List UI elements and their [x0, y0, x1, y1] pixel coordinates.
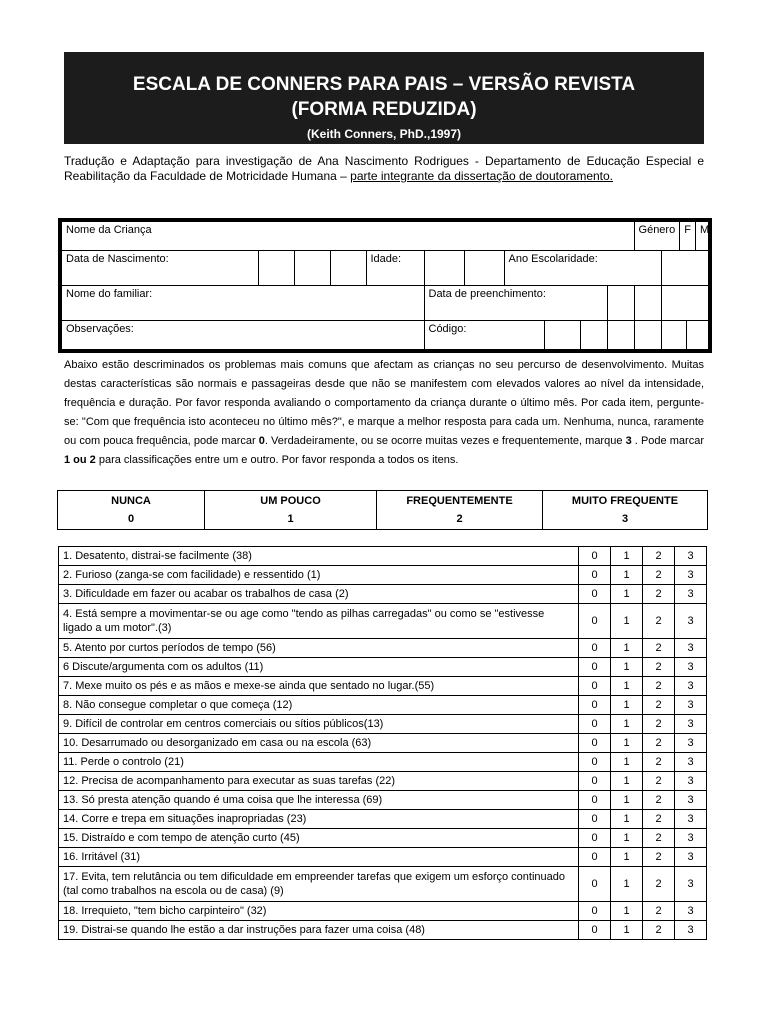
family-name-field[interactable]: Nome do familiar:: [60, 286, 424, 321]
rating-option-3[interactable]: 3: [675, 715, 707, 734]
scale-label: UM POUCO: [260, 495, 321, 507]
fill-date-box-2[interactable]: [634, 286, 661, 321]
rating-option-3[interactable]: 3: [675, 772, 707, 791]
rating-option-3[interactable]: 3: [675, 639, 707, 658]
item-text: 13. Só presta atenção quando é uma coisa que lhe interessa (69): [59, 791, 579, 810]
table-row: [59, 791, 707, 810]
rating-option-0[interactable]: 0: [579, 867, 611, 902]
rating-option-0[interactable]: 0: [579, 829, 611, 848]
gender-m-option[interactable]: M: [699, 224, 710, 236]
rating-option-3[interactable]: 3: [675, 921, 707, 940]
rating-option-3[interactable]: 3: [675, 658, 707, 677]
items-table: [58, 546, 707, 940]
rating-option-1[interactable]: 1: [611, 658, 643, 677]
scale-value: 2: [456, 513, 463, 525]
code-box-1[interactable]: [544, 321, 580, 352]
rating-option-2[interactable]: 2: [643, 921, 675, 940]
rating-scale-legend: [57, 490, 708, 530]
table-row: [59, 734, 707, 753]
rating-option-3[interactable]: 3: [675, 604, 707, 639]
translation-note-text: Tradução e Adaptação para investigação de Ana Nascimento Rodrigues - Departamento de Educação Especial e Reabilitação da Faculdade de Motricidade Humana –: [64, 154, 704, 183]
item-text: 8. Não consegue completar o que começa (12): [59, 696, 579, 715]
school-year-box[interactable]: [661, 251, 710, 286]
rating-option-1[interactable]: 1: [611, 921, 643, 940]
rating-option-0[interactable]: 0: [579, 791, 611, 810]
table-row: [59, 696, 707, 715]
title-line-1: ESCALA DE CONNERS PARA PAIS – VERSÃO REVISTA: [132, 74, 636, 95]
item-text: 15. Distraído e com tempo de atenção curto (45): [59, 829, 579, 848]
instructions-paragraph: [64, 356, 704, 470]
birth-date-box-3[interactable]: [330, 251, 366, 286]
rating-option-2[interactable]: 2: [643, 696, 675, 715]
rating-option-2[interactable]: 2: [643, 772, 675, 791]
rating-option-3[interactable]: 3: [675, 867, 707, 902]
observations-field[interactable]: Observações:: [60, 321, 424, 352]
code-box-4[interactable]: [634, 321, 661, 352]
scale-cell: [543, 491, 708, 530]
rating-option-0[interactable]: 0: [579, 753, 611, 772]
code-box-6[interactable]: [686, 321, 710, 352]
table-row: [59, 677, 707, 696]
table-row: [59, 921, 707, 940]
item-text: 3. Dificuldade em fazer ou acabar os trabalhos de casa (2): [59, 585, 579, 604]
item-text: 4. Está sempre a movimentar-se ou age como "tendo as pilhas carregadas" ou como se "estivesse ligado a um motor".(3): [59, 604, 579, 639]
rating-option-3[interactable]: 3: [675, 566, 707, 585]
birth-date-label: Data de Nascimento:: [60, 251, 258, 286]
rating-option-2[interactable]: 2: [643, 604, 675, 639]
rating-option-3[interactable]: 3: [675, 829, 707, 848]
age-box-2[interactable]: [464, 251, 504, 286]
table-row: [59, 547, 707, 566]
rating-option-0[interactable]: 0: [579, 810, 611, 829]
rating-option-1[interactable]: 1: [611, 791, 643, 810]
rating-option-1[interactable]: 1: [611, 566, 643, 585]
rating-option-1[interactable]: 1: [611, 585, 643, 604]
rating-option-3[interactable]: 3: [675, 734, 707, 753]
table-row: [59, 566, 707, 585]
fill-date-box-1[interactable]: [607, 286, 634, 321]
rating-option-2[interactable]: 2: [643, 829, 675, 848]
rating-option-0[interactable]: 0: [579, 902, 611, 921]
rating-option-0[interactable]: 0: [579, 639, 611, 658]
item-text: 19. Distrai-se quando lhe estão a dar instruções para fazer uma coisa (48): [59, 921, 579, 940]
item-text: 11. Perde o controlo (21): [59, 753, 579, 772]
rating-option-3[interactable]: 3: [675, 848, 707, 867]
code-box-5[interactable]: [661, 321, 686, 352]
birth-date-box-2[interactable]: [294, 251, 330, 286]
child-name-field[interactable]: Nome da Criança: [60, 220, 634, 251]
fill-date-label: Data de preenchimento:: [424, 286, 607, 321]
rating-option-2[interactable]: 2: [643, 639, 675, 658]
instructions-value-0: 0: [258, 435, 265, 447]
rating-option-1[interactable]: 1: [611, 734, 643, 753]
instructions-text-2: . Verdadeiramente, ou se ocorre muitas vezes e frequentemente, marque: [264, 435, 626, 447]
birth-date-box-1[interactable]: [258, 251, 294, 286]
rating-option-2[interactable]: 2: [643, 848, 675, 867]
rating-option-0[interactable]: 0: [579, 734, 611, 753]
item-text: 6 Discute/argumenta com os adultos (11): [59, 658, 579, 677]
author-credit: (Keith Conners, PhD.,1997): [306, 127, 462, 141]
rating-option-0[interactable]: 0: [579, 921, 611, 940]
table-row: [59, 753, 707, 772]
rating-option-1[interactable]: 1: [611, 867, 643, 902]
rating-option-3[interactable]: 3: [675, 791, 707, 810]
code-label: Código:: [424, 321, 544, 352]
scale-label: NUNCA: [111, 495, 151, 507]
rating-option-2[interactable]: 2: [643, 810, 675, 829]
rating-option-1[interactable]: 1: [611, 696, 643, 715]
item-text: 1. Desatento, distrai-se facilmente (38): [59, 547, 579, 566]
table-row: [59, 585, 707, 604]
table-row: [59, 772, 707, 791]
rating-option-1[interactable]: 1: [611, 902, 643, 921]
scale-label: MUITO FREQUENTE: [571, 495, 679, 507]
scale-cell: [58, 491, 205, 530]
rating-option-3[interactable]: 3: [675, 696, 707, 715]
rating-option-0[interactable]: 0: [579, 715, 611, 734]
item-text: 18. Irrequieto, "tem bicho carpinteiro" (32): [59, 902, 579, 921]
rating-option-0[interactable]: 0: [579, 604, 611, 639]
rating-option-1[interactable]: 1: [611, 753, 643, 772]
rating-option-0[interactable]: 0: [579, 772, 611, 791]
rating-option-1[interactable]: 1: [611, 829, 643, 848]
rating-option-2[interactable]: 2: [643, 867, 675, 902]
rating-option-2[interactable]: 2: [643, 585, 675, 604]
item-text: 14. Corre e trepa em situações inapropriadas (23): [59, 810, 579, 829]
rating-option-3[interactable]: 3: [675, 753, 707, 772]
rating-option-2[interactable]: 2: [643, 753, 675, 772]
table-row: [59, 810, 707, 829]
instructions-text-3: . Pode marcar: [631, 435, 704, 447]
rating-option-0[interactable]: 0: [579, 658, 611, 677]
rating-option-2[interactable]: 2: [643, 677, 675, 696]
table-row: [59, 848, 707, 867]
scale-value: 1: [287, 513, 294, 525]
title-line-2: (FORMA REDUZIDA): [291, 99, 477, 120]
rating-option-1[interactable]: 1: [611, 639, 643, 658]
table-row: [59, 604, 707, 639]
item-text: 2. Furioso (zanga-se com facilidade) e ressentido (1): [59, 566, 579, 585]
item-text: 12. Precisa de acompanhamento para executar as suas tarefas (22): [59, 772, 579, 791]
table-row: [59, 658, 707, 677]
rating-option-2[interactable]: 2: [643, 566, 675, 585]
school-year-label: Ano Escolaridade:: [504, 251, 661, 286]
table-row: [59, 867, 707, 902]
scale-value: 0: [127, 513, 135, 525]
rating-option-1[interactable]: 1: [611, 810, 643, 829]
scale-value: 3: [621, 513, 629, 525]
rating-option-0[interactable]: 0: [579, 696, 611, 715]
rating-option-3[interactable]: 3: [675, 547, 707, 566]
item-text: 10. Desarrumado ou desorganizado em casa ou na escola (63): [59, 734, 579, 753]
instructions-text-4: para classificações entre um e outro. Por favor responda a todos os itens.: [95, 454, 459, 466]
table-row: [59, 715, 707, 734]
instructions-value-3: 3: [625, 435, 632, 447]
rating-option-2[interactable]: 2: [643, 902, 675, 921]
instructions-value-1-2: 1 ou 2: [64, 454, 96, 466]
rating-option-1[interactable]: 1: [611, 547, 643, 566]
page-title: [64, 72, 704, 122]
rating-option-3[interactable]: 3: [675, 677, 707, 696]
gender-f-option[interactable]: F: [680, 222, 696, 250]
items-body: [59, 547, 707, 940]
table-row: [59, 902, 707, 921]
age-box-1[interactable]: [424, 251, 464, 286]
age-label: Idade:: [366, 251, 424, 286]
scale-cell: [205, 491, 377, 530]
rating-option-2[interactable]: 2: [643, 547, 675, 566]
table-row: [59, 829, 707, 848]
item-text: 9. Difícil de controlar em centros comerciais ou sítios públicos(13): [59, 715, 579, 734]
rating-option-1[interactable]: 1: [611, 604, 643, 639]
rating-option-2[interactable]: 2: [643, 658, 675, 677]
code-box-2[interactable]: [580, 321, 607, 352]
rating-option-1[interactable]: 1: [611, 848, 643, 867]
rating-option-3[interactable]: 3: [675, 902, 707, 921]
item-text: 5. Atento por curtos períodos de tempo (56): [59, 639, 579, 658]
header-banner: [64, 52, 704, 144]
rating-option-0[interactable]: 0: [579, 547, 611, 566]
gender-label: Género: [635, 222, 680, 250]
code-box-3[interactable]: [607, 321, 634, 352]
scale-label: FREQUENTEMENTE: [406, 495, 513, 507]
rating-option-0[interactable]: 0: [579, 566, 611, 585]
rating-option-0[interactable]: 0: [579, 677, 611, 696]
rating-option-1[interactable]: 1: [611, 772, 643, 791]
rating-option-0[interactable]: 0: [579, 585, 611, 604]
dissertation-note: parte integrante da dissertação de doutoramento.: [350, 169, 614, 183]
rating-option-3[interactable]: 3: [675, 810, 707, 829]
scale-cell: [377, 491, 543, 530]
child-info-form: [58, 218, 712, 353]
translation-note: [64, 154, 704, 184]
rating-option-2[interactable]: 2: [643, 715, 675, 734]
rating-option-2[interactable]: 2: [643, 734, 675, 753]
item-text: 7. Mexe muito os pés e as mãos e mexe-se ainda que sentado no lugar.(55): [59, 677, 579, 696]
fill-date-box-3[interactable]: [661, 286, 710, 321]
rating-option-1[interactable]: 1: [611, 715, 643, 734]
instructions-text-1: Abaixo estão descriminados os problemas mais comuns que afectam as crianças no seu percurso de desenvolvimento. Muitas destas características são normais e passageiras desde que não se manifestem com elevados valores ao nível da intensidade, frequência e duração. Por favor responda avaliando o comportamento da criança durante o último mês. Por cada item, pergunte-se: "Com que frequência isto aconteceu no último mês?", e marque a melhor resposta para cada um. Nenhuma, nunca, raramente ou com pouca frequência, pode marcar: [64, 359, 704, 447]
rating-option-1[interactable]: 1: [611, 677, 643, 696]
rating-option-2[interactable]: 2: [643, 791, 675, 810]
item-text: 16. Irritável (31): [59, 848, 579, 867]
item-text: 17. Evita, tem relutância ou tem dificuldade em empreender tarefas que exigem um esforço continuado (tal como trabalhos na escola ou de casa) (9): [59, 867, 579, 902]
rating-option-0[interactable]: 0: [579, 848, 611, 867]
table-row: [59, 639, 707, 658]
rating-option-3[interactable]: 3: [675, 585, 707, 604]
